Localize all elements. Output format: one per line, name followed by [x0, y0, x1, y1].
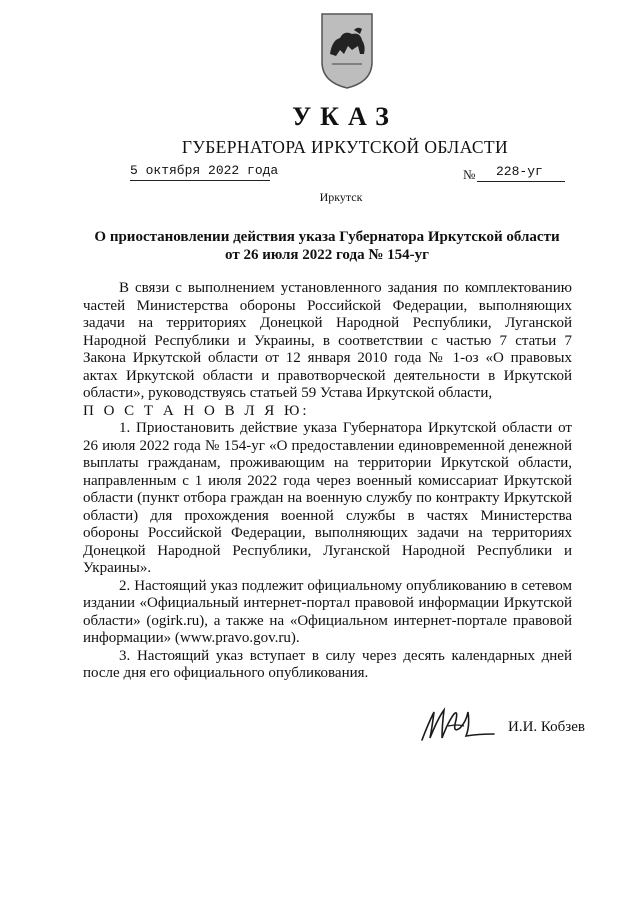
- number-sign: №: [463, 167, 476, 182]
- number-underline: [477, 181, 565, 182]
- decree-heading: [82, 228, 572, 264]
- coat-of-arms-icon: [318, 10, 376, 90]
- signer-name: И.И. Кобзев: [508, 719, 585, 735]
- heading-line-1: О приостановлении действия указа Губернатора Иркутской области: [94, 229, 560, 245]
- decree-body: [83, 280, 572, 683]
- decree-date: 5 октября 2022 года: [130, 163, 279, 178]
- decree-number: 228-уг: [496, 164, 543, 179]
- item-paragraph-2: 2. Настоящий указ подлежит официальному опубликованию в сетевом издании «Официальный интернет-портал правовой информации Иркутской области» (ogirk.ru), а также на «Официальном интернет-портале правовой информации» (www.pravo.gov.ru).: [83, 577, 572, 646]
- decree-word: П О С Т А Н О В Л Я Ю:: [83, 402, 310, 419]
- signature-icon: [418, 704, 498, 744]
- city-name: Иркутск: [319, 190, 363, 204]
- item-paragraph-1: 1. Приостановить действие указа Губернатора Иркутской области от 26 июля 2022 года № 154-уг «О предоставлении единовременной денежной выплаты гражданам, проживающим на территории Иркутской области, направленным с 1 июля 2022 года через военный комиссариат Иркутской области (пункт отбора граждан на военную службу по контракту Иркутской области) для прохождения военной службы в частях Министерства обороны Российской Федерации, выполняющих задачи на территориях Донецкой Народной Республики, Луганской Народной Республики и Украины».: [83, 420, 572, 576]
- date-underline: [130, 180, 270, 181]
- issuer-subtitle: ГУБЕРНАТОРА ИРКУТСКОЙ ОБЛАСТИ: [181, 137, 509, 157]
- preamble-paragraph: В связи с выполнением установленного задания по комплектованию частей Министерства обороны Российской Федерации, выполняющих задачи на территориях Донецкой Народной Республики, Луганской Народной Республики и Украины, в соответствии с частью 7 статьи 7 Закона Иркутской области от 12 января 2010 года № 1-оз «О правовых актах Иркутской области и правотворческой деятельности в Иркутской области», руководствуясь статьей 59 Устава Иркутской области,: [83, 280, 572, 401]
- document-type-title: УКАЗ: [292, 102, 398, 131]
- item-paragraph-3: 3. Настоящий указ вступает в силу через десять календарных дней после дня его официального опубликования.: [83, 647, 572, 681]
- heading-line-2: от 26 июля 2022 года № 154-уг: [225, 247, 429, 263]
